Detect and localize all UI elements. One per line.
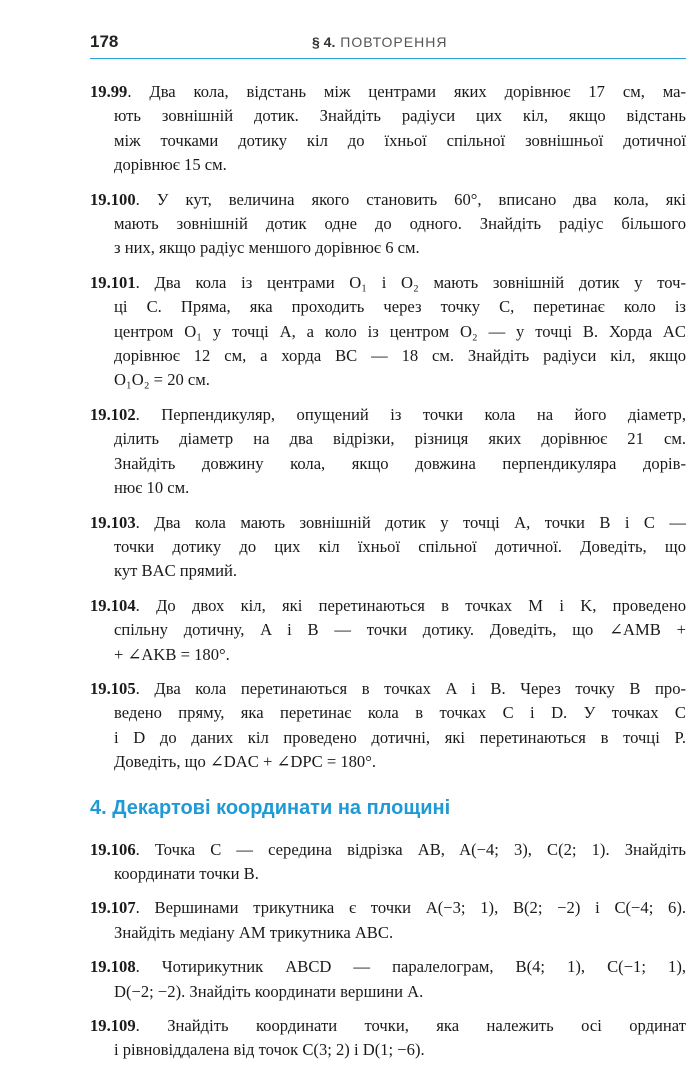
problem-text: ють зовнішній дотик. Знайдіть радіуси цих кіл, якщо відстань — [114, 106, 686, 126]
problem-19-106 — [90, 838, 686, 887]
problem-text-line — [90, 750, 686, 774]
problem-text: дорівнює 12 см, а хорда BC — 18 см. Знайдіть радіуси кіл, якщо — [114, 346, 686, 366]
problem-list-repetition — [90, 80, 686, 775]
problem-text: Знайдіть довжину кола, якщо довжина перпендикуляра дорів- — [114, 453, 686, 473]
problem-text-line — [90, 921, 686, 945]
problem-number: 19.104 — [90, 595, 136, 615]
problem-number: 19.101 — [90, 272, 136, 292]
problem-text: D(−2; −2). Знайдіть координати вершини A. — [114, 981, 424, 1001]
page-content — [90, 80, 686, 1073]
problem-text: + ∠AKB = 180°. — [114, 644, 230, 664]
problem-text: Два кола мають зовнішній дотик у точці A, точки B і C — — [154, 512, 686, 532]
problem-text-line — [90, 368, 686, 392]
problem-text-line — [90, 344, 686, 368]
problem-text-line: 19.99. Два кола, відстань між центрами яких дорівнює 17 см, ма- — [90, 82, 686, 101]
problem-19-108 — [90, 955, 686, 1004]
problem-text: Доведіть, що ∠DAC + ∠DPC = 180°. — [114, 752, 376, 772]
problem-text-line — [90, 701, 686, 725]
problem-text-line — [90, 212, 686, 236]
problem-text: O₁O₂ = 20 см. — [114, 370, 210, 390]
problem-text-line — [90, 427, 686, 451]
problem-text-line — [90, 980, 686, 1004]
problem-text: ці C. Пряма, яка проходить через точку C, перетинає коло із — [114, 297, 686, 317]
problem-text: Перпендикуляр, опущений із точки кола на його діаметр, — [161, 404, 687, 424]
problem-text-line — [90, 559, 686, 583]
problem-text-line — [90, 320, 686, 344]
problem-text: ділить діаметр на два відрізки, різниця яких дорівнює 21 см. — [114, 429, 686, 449]
problem-text: Два кола перетинаються в точках A і B. Через точку B про- — [154, 678, 687, 698]
problem-19-109 — [90, 1014, 686, 1063]
problem-19-101 — [90, 271, 686, 393]
problem-text: Вершинами трикутника є точки A(−3; 1), B(2; −2) і C(−4; 6). — [154, 898, 687, 918]
problem-number: 19.107 — [90, 898, 136, 918]
problem-text-line: 19.108. Чотирикутник ABCD — паралелограм, B(4; 1), C(−1; 1), — [90, 957, 686, 977]
problem-number: 19.102 — [90, 404, 136, 424]
problem-list-coordinates — [90, 838, 686, 1063]
problem-text: До двох кіл, які перетинаються в точках M і K, проведено — [156, 595, 686, 615]
problem-text-line: 19.100. У кут, величина якого становить 60°, вписано два кола, які — [90, 189, 687, 209]
problem-text-line — [90, 295, 686, 319]
problem-text: Точка C — середина відрізка AB, A(−4; 3), C(2; 1). Знайдіть — [154, 839, 686, 859]
page-header — [90, 30, 686, 59]
problem-text-line: 19.106. Точка C — середина відрізка AB, A(−4; 3), C(2; 1). Знайдіть — [90, 839, 686, 859]
problem-number: 19.108 — [90, 957, 136, 977]
problem-19-107 — [90, 896, 686, 945]
problem-text-line: 19.109. Знайдіть координати точки, яка належить осі ординат — [90, 1016, 686, 1035]
problem-text: координати точки B. — [114, 863, 259, 883]
problem-text: У кут, величина якого становить 60°, вписано два кола, які — [156, 189, 687, 209]
problem-19-102 — [90, 403, 686, 501]
problem-text: точки дотику до цих кіл їхньої спільної дотичної. Доведіть, що — [114, 536, 686, 556]
section-heading: 4. Декартові координати на площині — [90, 796, 451, 819]
problem-text-line — [90, 1038, 686, 1062]
problem-text: ведено пряму, яка перетинає кола в точках C і D. У точках C — [114, 703, 686, 723]
problem-text-line — [90, 153, 686, 177]
problem-19-105 — [90, 677, 686, 775]
problem-text-line — [90, 862, 686, 886]
problem-number: 19.106 — [90, 839, 136, 859]
problem-text: між точками дотику кіл до їхньої спільної зовнішньої дотичної — [114, 130, 686, 150]
problem-19-103 — [90, 511, 686, 584]
problem-text-line — [90, 643, 686, 667]
problem-text-line: 19.102. Перпендикуляр, опущений із точки кола на його діаметр, — [90, 404, 687, 424]
problem-text: Знайдіть координати точки, яка належить осі ординат — [167, 1016, 686, 1035]
problem-text-line — [90, 452, 686, 476]
section-mark: § 4. — [312, 34, 336, 50]
problem-number: 19.103 — [90, 512, 136, 532]
section-title: ПОВТОРЕННЯ — [340, 34, 448, 50]
problem-text-line — [90, 476, 686, 500]
problem-text-line — [90, 726, 686, 750]
problem-number: 19.99 — [90, 82, 128, 101]
problem-text: центром O₁ у точці A, а коло із центром O₂ — у точці B. Хорда AC — [114, 321, 686, 341]
problem-text: і D до даних кіл проведено дотичні, які перетинаються в точці P. — [114, 727, 686, 747]
problem-number: 19.105 — [90, 678, 136, 698]
problem-text-line — [90, 129, 686, 153]
problem-19-99 — [90, 80, 686, 178]
problem-text: спільну дотичну, A і B — точки дотику. Доведіть, що ∠AMB + — [114, 620, 686, 640]
problem-text-line — [90, 236, 686, 260]
problem-text: Знайдіть медіану AM трикутника ABC. — [114, 922, 394, 942]
problem-text: Два кола із центрами O₁ і O₂ мають зовнішній дотик у точ- — [154, 272, 687, 292]
running-head — [312, 34, 447, 50]
problem-text: Два кола, відстань між центрами яких дорівнює 17 см, ма- — [149, 82, 686, 101]
problem-number: 19.100 — [90, 189, 136, 209]
problem-text-line: 19.105. Два кола перетинаються в точках A і B. Через точку B про- — [90, 678, 687, 698]
problem-text-line: 19.101. Два кола із центрами O₁ і O₂ мають зовнішній дотик у точ- — [90, 272, 687, 292]
problem-text: і рівновіддалена від точок C(3; 2) і D(1; −6). — [114, 1040, 425, 1060]
problem-19-100 — [90, 188, 686, 261]
problem-text-line: 19.103. Два кола мають зовнішній дотик у точці A, точки B і C — — [90, 512, 686, 532]
problem-text: дорівнює 15 см. — [114, 155, 227, 175]
problem-text: кут BAC прямий. — [114, 561, 238, 581]
problem-text: Чотирикутник ABCD — паралелограм, B(4; 1), C(−1; 1), — [161, 957, 686, 977]
problem-text-line — [90, 535, 686, 559]
problem-text-line — [90, 618, 686, 642]
problem-number: 19.109 — [90, 1016, 136, 1035]
problem-text-line: 19.107. Вершинами трикутника є точки A(−3; 1), B(2; −2) і C(−4; 6). — [90, 898, 687, 918]
page-number: 178 — [90, 32, 119, 51]
problem-text: нює 10 см. — [114, 478, 190, 498]
problem-text: мають зовнішній дотик одне до одного. Знайдіть радіус більшого — [114, 214, 686, 234]
problem-19-104 — [90, 594, 686, 667]
problem-text: з них, якщо радіус меншого дорівнює 6 см. — [114, 238, 420, 258]
problem-text-line: 19.104. До двох кіл, які перетинаються в точках M і K, проведено — [90, 595, 686, 615]
problem-text-line — [90, 104, 686, 128]
